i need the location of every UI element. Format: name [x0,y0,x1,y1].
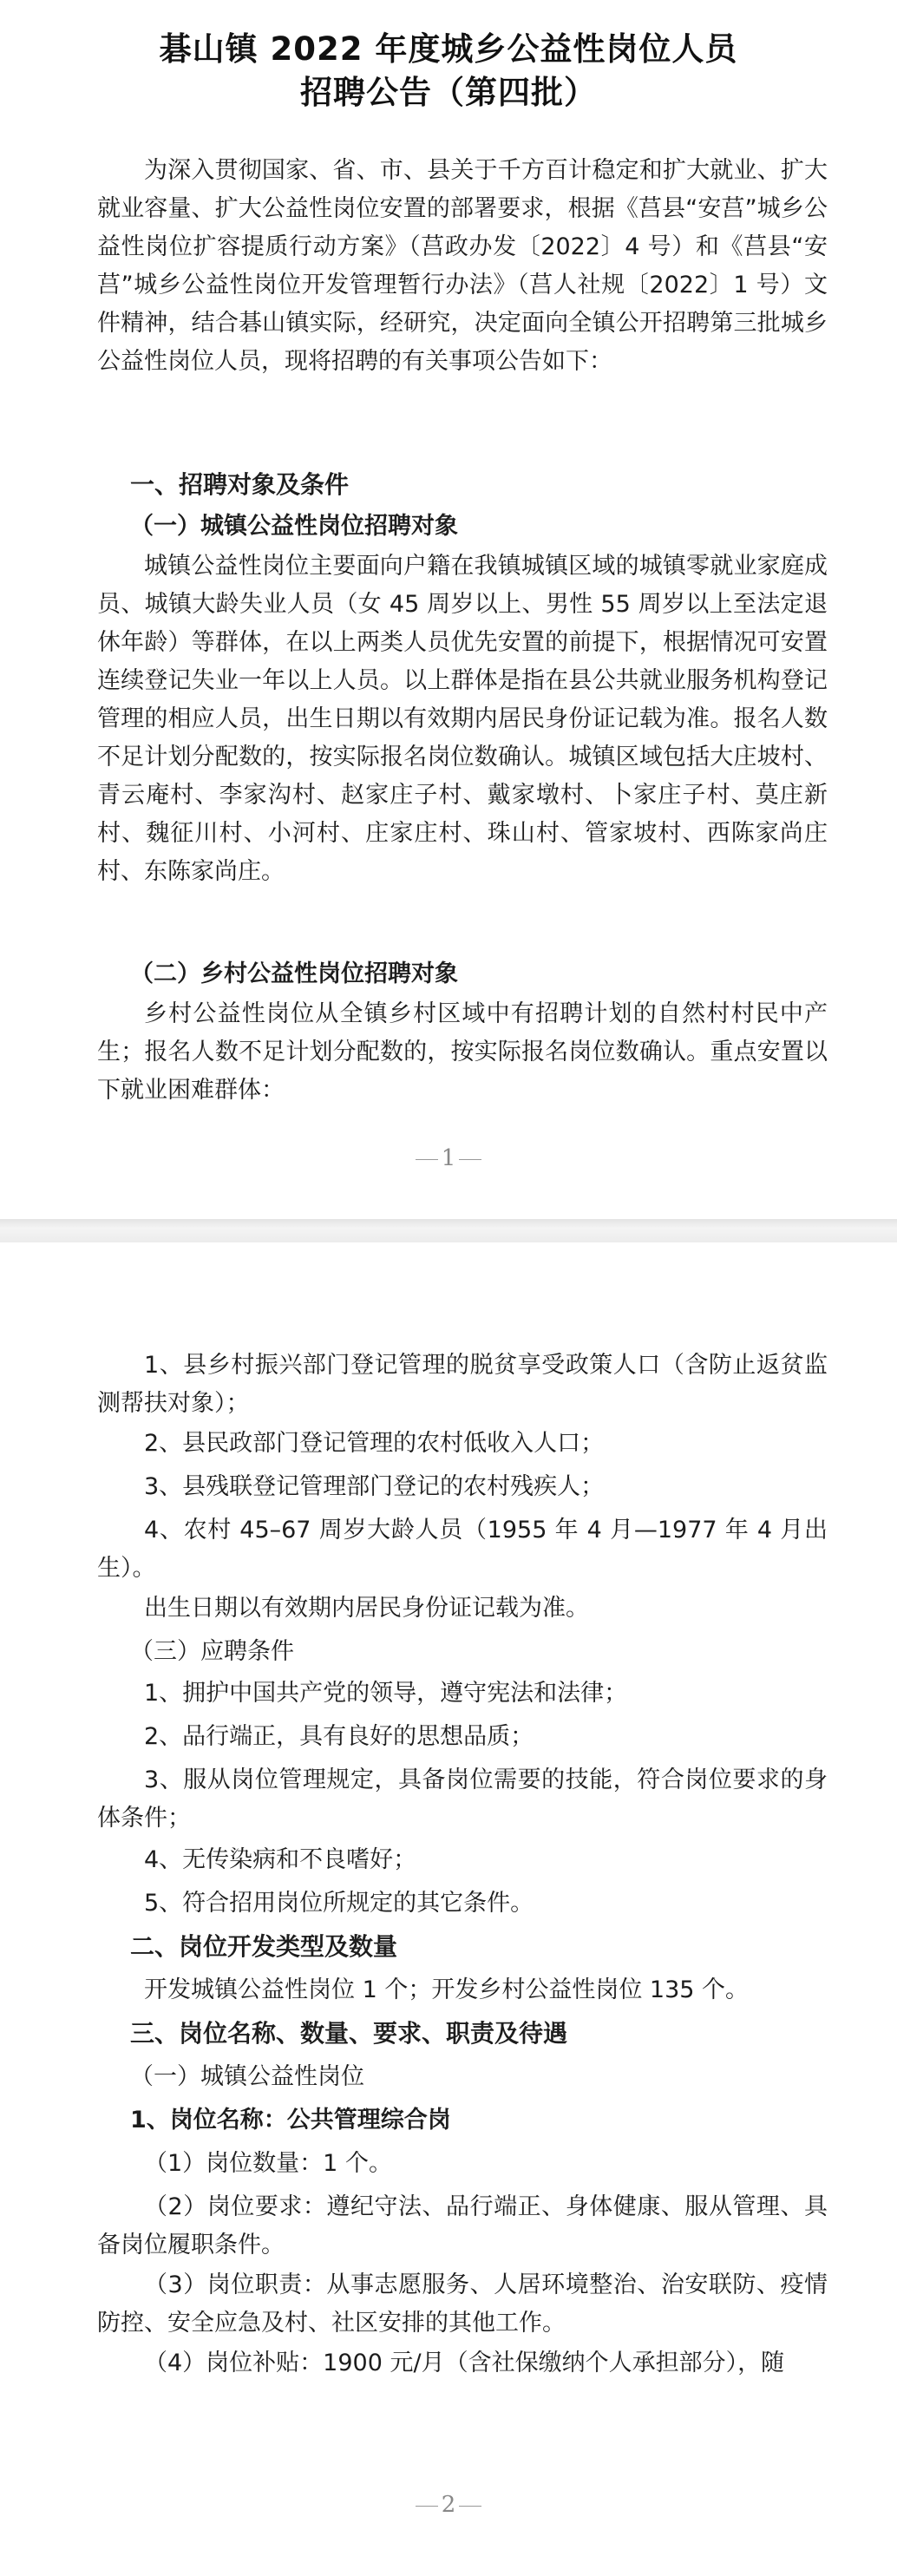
page-number-1: 1 [0,1145,897,1171]
condition-item: 5、符合招用岗位所规定的其它条件。 [144,1890,534,1917]
page-separator [0,1219,897,1242]
document-title-line-2: 招聘公告（第四批） [300,74,597,111]
list-item: 2、县民政部门登记管理的农村低收入人口； [144,1430,605,1457]
post-subsidy: （4）岗位补贴：1900 元/月（含社保缴纳个人承担部分），随 [144,2350,785,2376]
section-2-heading: 二、岗位开发类型及数量 [130,1932,398,1961]
post-name-heading: 1、岗位名称：公共管理综合岗 [130,2107,451,2134]
list-item: 4、农村 45–67 周岁大龄人员（1955 年 4 月—1977 年 4 月出生）。 [97,1517,828,1582]
intro-paragraph: 为深入贯彻国家、省、市、县关于千方百计稳定和扩大就业、扩大就业容量、扩大公益性岗位安置的部署要求，根据《莒县“安莒”城乡公益性岗位扩容提质行动方案》（莒政办发〔2022〕4 号）和《莒县“安莒”城乡公益性岗位开发管理暂行办法》（莒人社规〔2022〕1 号）文件精神，结合碁山镇实际，经研究，决定面向全镇公开招聘第三批城乡公益性岗位人员，现将招聘的有关事项公告如下： [97,157,828,375]
subsection-3-heading: （三）应聘条件 [130,1638,294,1665]
birth-date-note: 出生日期以有效期内居民身份证记载为准。 [144,1595,589,1622]
subsection-2-body: 乡村公益性岗位从全镇乡村区域中有招聘计划的自然村村民中产生；报名人数不足计划分配数的，按实际报名岗位数确认。重点安置以下就业困难群体： [97,1000,828,1104]
document-page-2 [0,1242,897,2576]
post-count: （1）岗位数量：1 个。 [144,2150,392,2177]
subsection-2-heading: （二）乡村公益性岗位招聘对象 [130,960,458,987]
page-number-2: 2 [0,2492,897,2518]
section-3-heading: 三、岗位名称、数量、要求、职责及待遇 [130,2019,568,2048]
list-item: 3、县残联登记管理部门登记的农村残疾人； [144,1473,605,1500]
document-page-1 [0,0,897,1219]
section-1-heading: 一、招聘对象及条件 [130,470,350,499]
section-2-body: 开发城镇公益性岗位 1 个；开发乡村公益性岗位 135 个。 [144,1976,750,2003]
subsection-4-heading: （一）城镇公益性岗位 [130,2063,364,2090]
subsection-1-body: 城镇公益性岗位主要面向户籍在我镇城镇区域的城镇零就业家庭成员、城镇大龄失业人员（女 45 周岁以上、男性 55 周岁以上至法定退休年龄）等群体，在以上两类人员优先安置的前提下，根据情况可安置连续登记失业一年以上人员。以上群体是指在县公共就业服务机构登记管理的相应人员，出生日期以有效期内居民身份证记载为准。报名人数不足计划分配数的，按实际报名岗位数确认。城镇区域包括大庄坡村、青云庵村、李家沟村、赵家庄子村、戴家墩村、卜家庄子村、莫庄新村、魏征川村、小河村、庄家庄村、珠山村、管家坡村、西陈家尚庄村、东陈家尚庄。 [97,553,828,885]
document-title-line-1: 碁山镇 2022 年度城乡公益性岗位人员 [159,30,738,68]
condition-item: 3、服从岗位管理规定，具备岗位需要的技能，符合岗位要求的身体条件； [97,1766,828,1832]
condition-item: 4、无传染病和不良嗜好； [144,1846,417,1873]
condition-item: 2、品行端正，具有良好的思想品质； [144,1723,534,1750]
post-duty: （3）岗位职责：从事志愿服务、人居环境整治、治安联防、疫情防控、安全应急及村、社区安排的其他工作。 [97,2271,828,2337]
post-requirement: （2）岗位要求：遵纪守法、品行端正、身体健康、服从管理、具备岗位履职条件。 [97,2193,828,2258]
condition-item: 1、拥护中国共产党的领导，遵守宪法和法律； [144,1680,628,1707]
subsection-1-heading: （一）城镇公益性岗位招聘对象 [130,513,458,540]
list-item: 1、县乡村振兴部门登记管理的脱贫享受政策人口（含防止返贫监测帮扶对象）； [97,1352,828,1417]
